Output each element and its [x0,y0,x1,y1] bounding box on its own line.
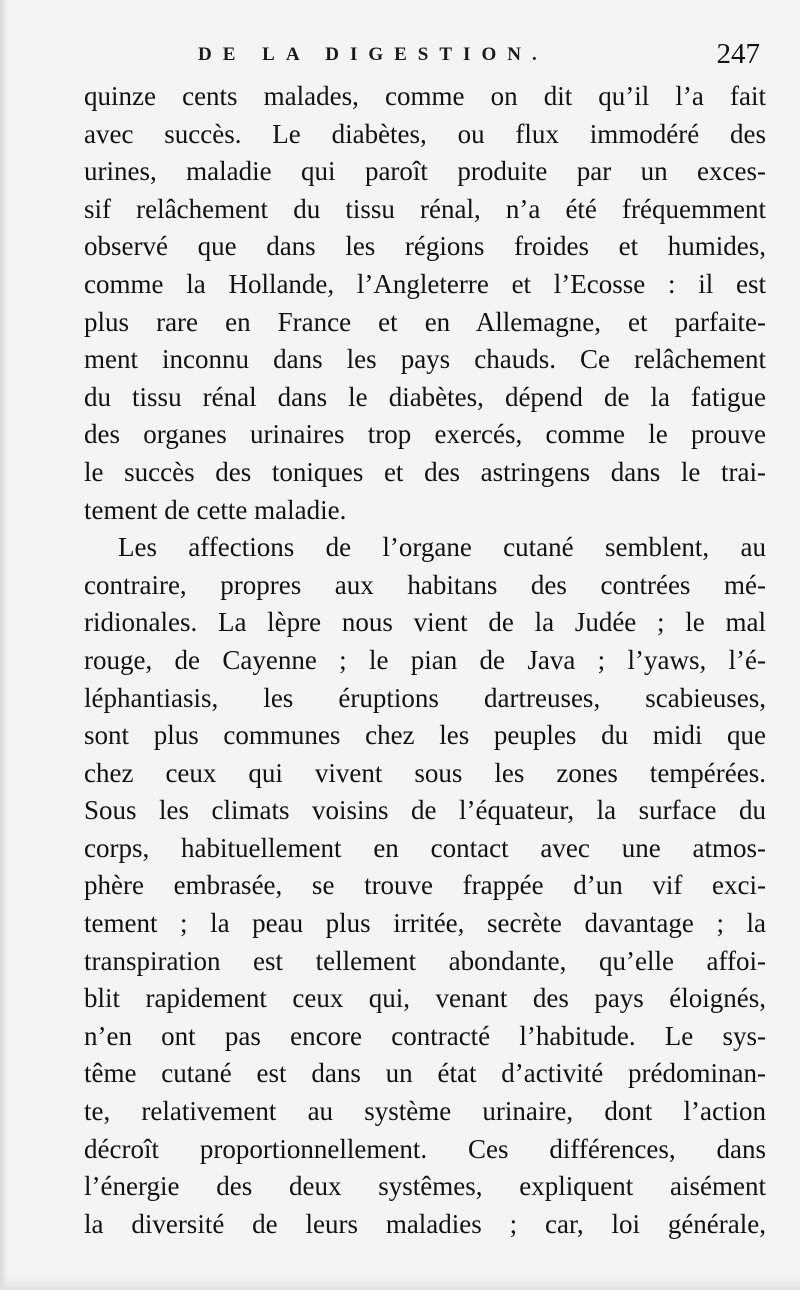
page-edge-shadow [0,0,8,1290]
text-line: Sous les climats voisins de l’équateur, la surface du [84,795,766,826]
text-line: te, relativement au système urinaire, dont l’action [84,1096,766,1127]
paragraph-end-line: tement de cette maladie. [84,494,347,525]
text-line: tement ; la peau plus irritée, secrète davantage ; la [84,908,766,939]
text-line: rouge, de Cayenne ; le pian de Java ; l’yaws, l’é- [84,644,766,675]
text-line: du tissu rénal dans le diabètes, dépend de la fatigue [84,381,766,412]
text-line: des organes urinaires trop exercés, comme le prouve [84,419,766,450]
text-line: ridionales. La lèpre nous vient de la Judée ; le mal [84,607,766,638]
text-line: sif relâchement du tissu rénal, n’a été fréquemment [84,193,766,224]
running-title: DE LA DIGESTION. [198,44,548,65]
text-line: observé que dans les régions froides et humides, [84,231,766,262]
text-line: quinze cents malades, comme on dit qu’il l’a fait [84,81,766,111]
text-line: urines, maladie qui paroît produite par un exces- [84,156,766,187]
text-line: transpiration est tellement abondante, qu’elle affoi- [84,945,766,976]
text-line: léphantiasis, les éruptions dartreuses, scabieuses, [84,682,766,713]
text-line: chez ceux qui vivent sous les zones tempérées. [84,757,766,788]
text-line: comme la Hollande, l’Angleterre et l’Ecosse : il est [84,268,766,299]
paragraph-start-line: Les affections de l’organe cutané semblent, au [118,532,766,563]
text-line: le succès des toniques et des astringens dans le trai- [84,456,766,487]
page-bottom-shadow [0,1276,800,1290]
text-line: phère embrasée, se trouve frappée d’un vif exci- [84,870,766,901]
text-line: n’en ont pas encore contracté l’habitude. Le sys- [84,1020,766,1051]
text-line: sont plus communes chez les peuples du midi que [84,720,766,751]
body-text [84,78,766,1243]
text-line: corps, habituellement en contact avec une atmos- [84,832,766,863]
text-line: avec succès. Le diabètes, ou flux immodéré des [84,118,766,149]
text-line: contraire, propres aux habitans des contrées mé- [84,569,766,600]
text-line: décroît proportionnellement. Ces différences, dans [84,1133,766,1164]
text-line: plus rare en France et en Allemagne, et parfaite- [84,306,766,337]
running-head [88,40,768,80]
text-line: ment inconnu dans les pays chauds. Ce relâchement [84,344,766,375]
text-line: tême cutané est dans un état d’activité prédominan- [84,1058,766,1089]
text-line: blit rapidement ceux qui, venant des pays éloignés, [84,983,766,1014]
text-line: la diversité de leurs maladies ; car, loi générale, [84,1208,766,1239]
page-number: 247 [716,38,760,70]
text-line: l’énergie des deux systêmes, expliquent aisément [84,1171,766,1202]
